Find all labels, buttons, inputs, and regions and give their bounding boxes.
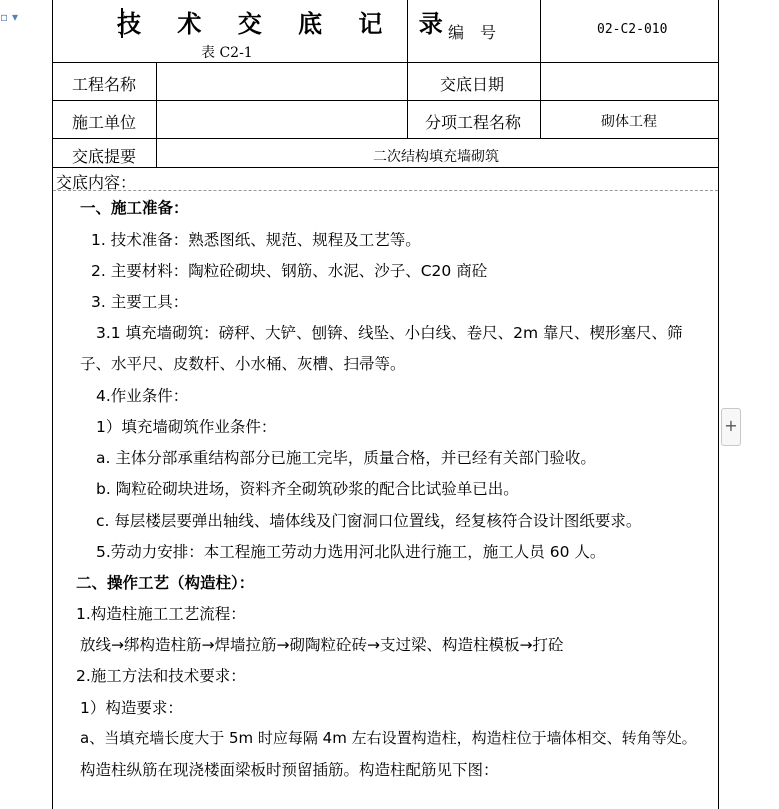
section-heading: 二、操作工艺（构造柱）：: [76, 574, 255, 592]
number-label: 编 号: [448, 23, 497, 42]
content-line: 1）填充墙砌筑作业条件：: [96, 418, 277, 436]
contractor-field[interactable]: [170, 110, 400, 132]
summary-value[interactable]: 二次结构填充墙砌筑: [373, 149, 499, 165]
content-divider: [53, 190, 718, 191]
date-label: 交底日期: [440, 75, 505, 94]
content-line: b. 陶粒砼砌块进场，资料齐全砌筑砂浆的配合比试验单已出。: [96, 480, 519, 498]
summary-label: 交底提要: [72, 147, 137, 166]
project-name-label: 工程名称: [72, 75, 137, 94]
table-row-line: [52, 100, 719, 101]
table-border-right: [718, 0, 719, 809]
table-row-line: [52, 62, 719, 63]
number-value: 02-C2-010: [597, 22, 668, 37]
date-field[interactable]: [552, 72, 712, 94]
subproject-value[interactable]: 砌体工程: [601, 114, 657, 130]
form-code: 表 C2-1: [201, 45, 253, 61]
content-line: 1.构造柱施工工艺流程：: [76, 605, 246, 623]
content-line: 子、水平尺、皮数杆、小水桶、灰槽、扫帚等。: [80, 355, 406, 373]
table-col-line: [156, 62, 157, 167]
table-col-line: [540, 0, 541, 138]
content-line: 5.劳动力安排：本工程施工劳动力选用河北队进行施工，施工人员 60 人。: [96, 543, 606, 561]
table-border-left: [52, 0, 53, 809]
content-line: 3. 主要工具：: [91, 293, 189, 311]
content-line: a. 主体分部承重结构部分已施工完毕，质量合格，并已经有关部门验收。: [96, 449, 596, 467]
content-label: 交底内容：: [56, 173, 137, 192]
content-line: 构造柱纵筋在现浇楼面梁板时预留插筋。构造柱配筋见下图：: [80, 761, 499, 779]
table-row-line: [52, 167, 719, 168]
margin-marker-icon[interactable]: ▫ ▾: [0, 10, 18, 24]
section-heading: 一、施工准备：: [80, 199, 189, 217]
content-line: c. 每层楼层要弹出轴线、墙体线及门窗洞口位置线，经复核符合设计图纸要求。: [96, 512, 642, 530]
content-line: 2.施工方法和技术要求：: [76, 667, 246, 685]
content-line: 1. 技术准备：熟悉图纸、规范、规程及工艺等。: [91, 231, 421, 249]
project-name-field[interactable]: [170, 72, 400, 94]
content-line: a、当填充墙长度大于 5m 时应每隔 4m 左右设置构造柱，构造柱位于墙体相交、转角等处。: [80, 729, 697, 747]
table-row-line: [52, 138, 719, 139]
content-line: 4.作业条件：: [96, 387, 189, 405]
subproject-label: 分项工程名称: [425, 113, 522, 132]
content-line: 1）构造要求：: [80, 699, 183, 717]
content-line: 2. 主要材料：陶粒砼砌块、钢筋、水泥、沙子、C20 商砼: [91, 262, 488, 280]
content-line: 3.1 填充墙砌筑：磅秤、大铲、刨锛、线坠、小白线、卷尺、2m 靠尺、楔形塞尺、筛: [96, 324, 683, 342]
content-line: 放线→绑构造柱筋→焊墙拉筋→砌陶粒砼砖→支过梁、构造柱模板→打砼: [80, 636, 564, 654]
page-title: 技 术 交 底 记 录: [117, 9, 457, 38]
contractor-label: 施工单位: [72, 113, 137, 132]
expand-button[interactable]: +: [721, 408, 741, 446]
